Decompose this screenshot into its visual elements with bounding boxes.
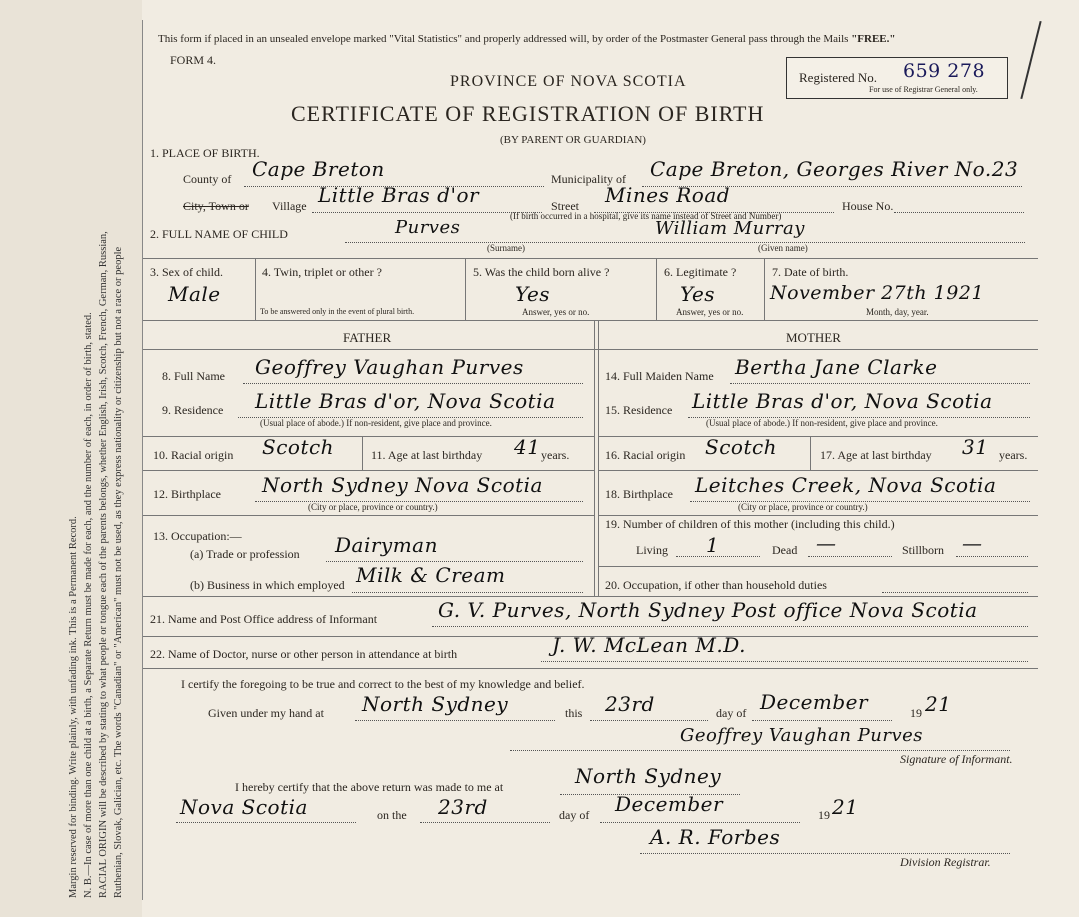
mother-birthplace-label: 18. Birthplace bbox=[605, 487, 673, 501]
street-label: Street bbox=[551, 199, 579, 213]
father-trade-label: (a) Trade or profession bbox=[190, 547, 300, 561]
father-age-years: years. bbox=[541, 448, 570, 462]
father-birthplace-caption: (City or place, province or country.) bbox=[308, 502, 438, 512]
parents-divider-1 bbox=[594, 320, 595, 596]
father-residence-label: 9. Residence bbox=[162, 403, 224, 417]
place-of-birth-label: 1. PLACE OF BIRTH. bbox=[150, 146, 260, 160]
informant-line bbox=[432, 626, 1028, 627]
registrar-on-label: on the bbox=[377, 808, 407, 822]
father-race-bottom-rule bbox=[143, 470, 594, 471]
given-place-value: North Sydney bbox=[362, 692, 509, 716]
father-occupation-rule bbox=[143, 515, 594, 516]
house-label: House No. bbox=[842, 199, 894, 213]
father-birthplace-label: 12. Birthplace bbox=[153, 487, 221, 501]
alive-caption: Answer, yes or no. bbox=[522, 307, 590, 317]
margin-note-2: N. B.—In case of more than one child at a birth, a Separate Return must be made for each, and the number of each, in order of birth, stated. bbox=[83, 312, 94, 898]
child-name-label: 2. FULL NAME OF CHILD bbox=[150, 227, 288, 241]
sex-label: 3. Sex of child. bbox=[150, 265, 223, 279]
parents-divider-2 bbox=[598, 320, 599, 596]
informant-signature: Geoffrey Vaughan Purves bbox=[680, 725, 924, 746]
registrar-day-value: 23rd bbox=[438, 795, 488, 819]
stillborn-value: — bbox=[962, 531, 983, 555]
alive-label: 5. Was the child born alive ? bbox=[473, 265, 610, 279]
registrar-year-value: 21 bbox=[832, 795, 859, 819]
father-trade-value: Dairyman bbox=[335, 533, 438, 557]
house-line bbox=[894, 212, 1024, 213]
rule-row3-v4 bbox=[764, 258, 765, 320]
informant-signature-label: Signature of Informant. bbox=[900, 752, 1013, 766]
given-month-line bbox=[752, 720, 892, 721]
birth-date-label: 7. Date of birth. bbox=[772, 265, 849, 279]
mother-race-label: 16. Racial origin bbox=[605, 448, 686, 462]
mother-residence-caption: (Usual place of abode.) If non-resident, give place and province. bbox=[706, 418, 938, 428]
living-label: Living bbox=[636, 543, 668, 557]
legitimate-label: 6. Legitimate ? bbox=[664, 265, 737, 279]
rule-row3-bottom bbox=[143, 320, 1038, 321]
father-business-label: (b) Business in which employed bbox=[190, 578, 345, 592]
registrar-place2-line bbox=[176, 822, 356, 823]
doctor-label: 22. Name of Doctor, nurse or other person in attendance at birth bbox=[150, 647, 458, 661]
registrar-signature-label: Division Registrar. bbox=[900, 855, 991, 869]
city-town-struck: City, Town or bbox=[183, 199, 249, 213]
registrar-month-value: December bbox=[615, 792, 724, 816]
informant-value: G. V. Purves, North Sydney Post office Nova Scotia bbox=[438, 598, 978, 622]
father-birthplace-value: North Sydney Nova Scotia bbox=[262, 473, 543, 497]
father-race-value: Scotch bbox=[262, 435, 335, 459]
children-count-label: 19. Number of children of this mother (including this child.) bbox=[605, 517, 895, 531]
rule-row3-v3 bbox=[656, 258, 657, 320]
given-day-line bbox=[590, 720, 708, 721]
given-dayof-label: day of bbox=[716, 706, 747, 720]
father-name-line bbox=[243, 383, 583, 384]
registered-note: For use of Registrar General only. bbox=[869, 85, 978, 94]
registrar-day-line bbox=[420, 822, 550, 823]
registrar-month-line bbox=[600, 822, 800, 823]
certification-top-rule bbox=[143, 668, 1038, 669]
living-value: 1 bbox=[706, 533, 720, 557]
twin-note: To be answered only in the event of plural birth. bbox=[260, 307, 415, 316]
mother-birthplace-value: Leitches Creek, Nova Scotia bbox=[695, 473, 997, 497]
registrar-signature: A. R. Forbes bbox=[650, 825, 781, 849]
corner-pen-mark bbox=[1020, 21, 1041, 99]
father-name-label: 8. Full Name bbox=[162, 369, 225, 383]
legitimate-caption: Answer, yes or no. bbox=[676, 307, 744, 317]
informant-label: 21. Name and Post Office address of Informant bbox=[150, 612, 378, 626]
margin-note-4: Ruthenian, Slovak, Galician, etc. The words "Canadian" or "American" must not be used, as they express nationality or citizenship but not a race or people bbox=[113, 246, 124, 898]
informant-top-rule bbox=[143, 596, 1038, 597]
registrar-statement: I hereby certify that the above return was made to me at bbox=[235, 780, 504, 794]
registrar-place2-value: Nova Scotia bbox=[180, 795, 308, 819]
hospital-note: (If birth occurred in a hospital, give its name instead of Street and Number) bbox=[510, 211, 782, 221]
postal-free: "FREE." bbox=[851, 33, 896, 45]
given-year-value: 21 bbox=[925, 692, 952, 716]
informant-signature-line bbox=[510, 750, 1010, 751]
father-name-value: Geoffrey Vaughan Purves bbox=[255, 355, 524, 379]
father-occupation-label: 13. Occupation:— bbox=[153, 529, 242, 543]
village-line bbox=[312, 212, 542, 213]
father-age-value: 41 bbox=[514, 435, 541, 459]
form-number: FORM 4. bbox=[170, 53, 217, 67]
mother-children-rule bbox=[598, 515, 1038, 516]
given-caption: (Given name) bbox=[758, 243, 808, 253]
mother-race-bottom-rule bbox=[598, 470, 1038, 471]
father-business-line bbox=[352, 592, 583, 593]
father-heading: FATHER bbox=[343, 330, 392, 345]
postal-notice bbox=[158, 33, 896, 45]
father-residence-value: Little Bras d'or, Nova Scotia bbox=[255, 389, 556, 413]
mother-heading: MOTHER bbox=[786, 330, 841, 345]
mother-residence-label: 15. Residence bbox=[605, 403, 673, 417]
village-value: Little Bras d'or bbox=[318, 183, 480, 207]
certificate-subtitle: (BY PARENT OR GUARDIAN) bbox=[500, 134, 646, 146]
registrar-dayof-label: day of bbox=[559, 808, 590, 822]
birth-date-value: November 27th 1921 bbox=[770, 282, 985, 304]
province-heading: PROVINCE OF NOVA SCOTIA bbox=[450, 73, 687, 90]
mother-name-value: Bertha Jane Clarke bbox=[735, 355, 938, 379]
rule-row3-v1 bbox=[255, 258, 256, 320]
child-name-line bbox=[345, 242, 1025, 243]
father-residence-caption: (Usual place of abode.) If non-resident, give place and province. bbox=[260, 418, 492, 428]
street-value: Mines Road bbox=[605, 183, 731, 207]
given-under-label: Given under my hand at bbox=[208, 706, 324, 720]
sex-value: Male bbox=[168, 282, 221, 306]
child-given-name: William Murray bbox=[655, 218, 805, 239]
doctor-value: J. W. McLean M.D. bbox=[552, 633, 746, 657]
registered-number: 659 278 bbox=[903, 60, 986, 82]
village-label: Village bbox=[272, 199, 307, 213]
municipality-label: Municipality of bbox=[551, 172, 626, 186]
doctor-line bbox=[541, 661, 1028, 662]
margin-note-1: Margin reserved for binding. Write plainly, with unfading ink. This is a Permanent Record. bbox=[68, 516, 79, 898]
dead-line bbox=[808, 556, 892, 557]
rule-row3-top bbox=[143, 258, 1038, 259]
given-year-prefix: 19 bbox=[910, 706, 922, 720]
mother-name-label: 14. Full Maiden Name bbox=[605, 369, 714, 383]
mother-age-years: years. bbox=[999, 448, 1028, 462]
given-this-label: this bbox=[565, 706, 583, 720]
mother-name-line bbox=[730, 383, 1030, 384]
child-surname: Purves bbox=[395, 217, 461, 238]
stillborn-label: Stillborn bbox=[902, 543, 945, 557]
margin-note-3: RACIAL ORIGIN will be described by stating to what people or tongue each of the parents belongs, whether English, Irish, Scotch, French, German, Russian, bbox=[98, 231, 109, 898]
mother-race-value: Scotch bbox=[705, 435, 778, 459]
mother-age-label: 17. Age at last birthday bbox=[820, 448, 932, 462]
postal-notice-text: This form if placed in an unsealed envelope marked "Vital Statistics" and properly addressed will, by order of the Postmaster General pass through the Mails bbox=[158, 33, 849, 45]
county-label: County of bbox=[183, 172, 232, 186]
given-day-value: 23rd bbox=[605, 692, 655, 716]
certify-statement: I certify the foregoing to be true and correct to the best of my knowledge and belief. bbox=[181, 677, 585, 691]
legitimate-value: Yes bbox=[680, 282, 716, 306]
mother-age-value: 31 bbox=[962, 435, 989, 459]
mother-birthplace-caption: (City or place, province or country.) bbox=[738, 502, 868, 512]
stillborn-line bbox=[956, 556, 1028, 557]
parents-heading-rule bbox=[143, 349, 1038, 350]
mother-occupation-rule bbox=[598, 566, 1038, 567]
surname-caption: (Surname) bbox=[487, 243, 525, 253]
twin-label: 4. Twin, triplet or other ? bbox=[262, 265, 382, 279]
mother-occupation-line bbox=[882, 592, 1028, 593]
mother-occupation-label: 20. Occupation, if other than household duties bbox=[605, 578, 827, 592]
father-age-label: 11. Age at last birthday bbox=[371, 448, 483, 462]
county-value: Cape Breton bbox=[252, 157, 385, 181]
registered-label: Registered No. bbox=[799, 70, 877, 85]
father-trade-line bbox=[326, 561, 583, 562]
father-race-divider bbox=[362, 436, 363, 470]
municipality-value: Cape Breton, Georges River No.23 bbox=[650, 157, 1019, 181]
dead-label: Dead bbox=[772, 543, 798, 557]
father-business-value: Milk & Cream bbox=[356, 563, 506, 587]
mother-race-divider bbox=[810, 436, 811, 470]
father-race-label: 10. Racial origin bbox=[153, 448, 234, 462]
registered-number-box bbox=[786, 57, 1008, 99]
birth-date-caption: Month, day, year. bbox=[866, 307, 929, 317]
registrar-year-prefix: 19 bbox=[818, 808, 830, 822]
given-month-value: December bbox=[760, 690, 869, 714]
registrar-signature-line bbox=[640, 853, 1010, 854]
registrar-place-value: North Sydney bbox=[575, 764, 722, 788]
certificate-title: CERTIFICATE OF REGISTRATION OF BIRTH bbox=[291, 101, 765, 126]
rule-row3-v2 bbox=[465, 258, 466, 320]
margin-notes bbox=[66, 18, 126, 898]
alive-value: Yes bbox=[515, 282, 551, 306]
margin-rule bbox=[142, 20, 143, 900]
given-place-line bbox=[355, 720, 555, 721]
dead-value: — bbox=[816, 531, 837, 555]
mother-residence-value: Little Bras d'or, Nova Scotia bbox=[692, 389, 993, 413]
